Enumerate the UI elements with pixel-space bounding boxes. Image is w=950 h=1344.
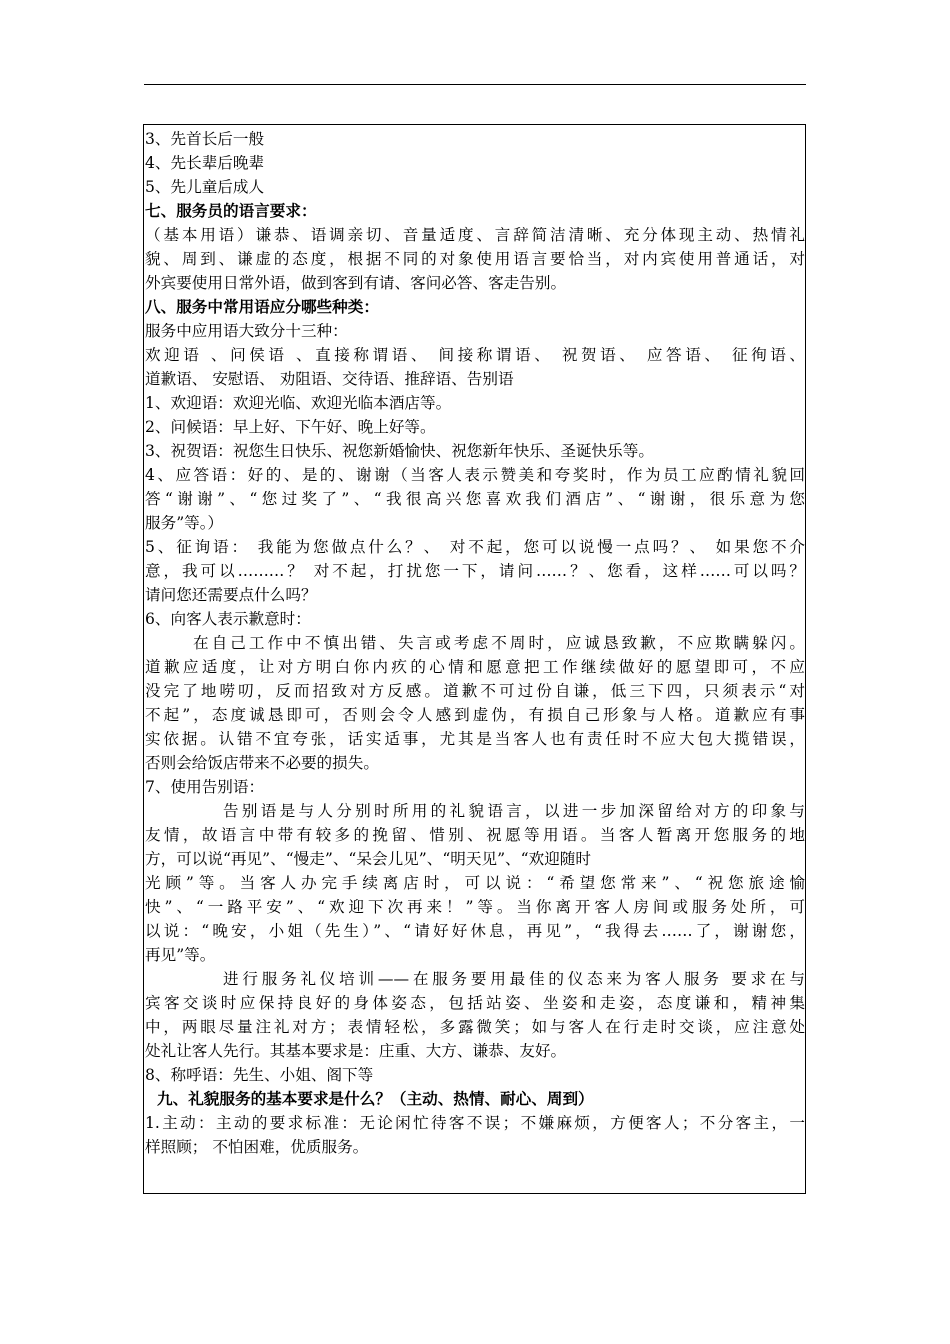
text-line: 样照顾； 不怕困难，优质服务。 xyxy=(145,1138,369,1156)
text-line: 不起”，态度诚恳即可，否则会令人感到虚伪，有损自己形象与人格。道歉应有事 xyxy=(145,706,805,724)
text-line: 1、欢迎语：欢迎光临、欢迎光临本酒店等。 xyxy=(145,394,452,412)
text-line: 以说：“晚安，小姐（先生）”、“请好好休息，再见”，“我得去……了，谢谢您， xyxy=(145,922,805,940)
text-line: 道歉语、 安慰语、 劝阻语、交待语、推辞语、告别语 xyxy=(145,370,514,388)
section-heading: 七、服务员的语言要求： xyxy=(145,201,317,220)
text-line: 处礼让客人先行。其基本要求是：庄重、大方、谦恭、友好。 xyxy=(145,1042,567,1060)
text-line: 中，两眼尽量注礼对方；表情轻松，多露微笑；如与客人在行走时交谈，应注意处 xyxy=(145,1018,805,1036)
text-line: 服务中应用语大致分十三种： xyxy=(145,322,348,340)
header-rule xyxy=(144,84,806,85)
section-heading: 九、礼貌服务的基本要求是什么？（主动、热情、耐心、周到） xyxy=(157,1089,594,1108)
text-line: 进行服务礼仪培训——在服务要用最佳的仪态来为客人服务 要求在与 xyxy=(223,970,805,988)
text-line: 意，我可以………？ 对不起，打扰您一下，请问……？、您看，这样……可以吗？ xyxy=(145,562,805,580)
text-line: 否则会给饭店带来不必要的损失。 xyxy=(145,754,379,772)
text-line: 友情，故语言中带有较多的挽留、惜别、祝愿等用语。当客人暂离开您服务的地 xyxy=(145,826,805,844)
text-line: 告别语是与人分别时所用的礼貌语言，以进一步加深留给对方的印象与 xyxy=(223,802,805,820)
text-line: （基本用语）谦恭、语调亲切、音量适度、言辞简洁清晰、充分体现主动、热情礼 xyxy=(145,226,805,244)
text-line: 欢迎语 、问侯语 、直接称谓语、 间接称谓语、 祝贺语、 应答语、 征徇语、 xyxy=(145,346,805,364)
text-line: 光顾”等。当客人办完手续离店时，可以说：“希望您常来”、“祝您旅途愉 xyxy=(145,874,805,892)
text-line: 再见”等。 xyxy=(145,946,216,964)
text-line: 服务”等。） xyxy=(145,514,224,532)
text-line: 1.主动：主动的要求标准：无论闲忙待客不误；不嫌麻烦，方便客人；不分客主，一 xyxy=(145,1114,805,1132)
text-line: 答“谢谢”、“您过奖了”、“我很高兴您喜欢我们酒店”、“谢谢，很乐意为您 xyxy=(145,490,805,508)
text-line: 快”、“一路平安”、“欢迎下次再来！”等。当你离开客人房间或服务处所，可 xyxy=(145,898,805,916)
document-body xyxy=(145,127,805,1159)
text-line: 8、称呼语：先生、小姐、阁下等 xyxy=(145,1066,374,1084)
text-line: 在自己工作中不慎出错、失言或考虑不周时，应诚恳致歉，不应欺瞒躲闪。 xyxy=(193,634,805,652)
text-line: 4、应答语：好的、是的、谢谢（当客人表示赞美和夸奖时，作为员工应酌情礼貌回 xyxy=(145,466,805,484)
text-line: 2、问候语：早上好、下午好、晚上好等。 xyxy=(145,418,436,436)
text-line: 5、征询语： 我能为您做点什么？、 对不起，您可以说慢一点吗？、 如果您不介 xyxy=(145,538,805,556)
text-line: 外宾要使用日常外语，做到客到有请、客问必答、客走告别。 xyxy=(145,274,567,292)
text-line: 5、先儿童后成人 xyxy=(145,178,265,196)
text-line: 4、先长辈后晚辈 xyxy=(145,154,265,172)
text-line: 方，可以说“再见”、“慢走”、“呆会儿见”、“明天见”、“欢迎随时 xyxy=(145,850,591,868)
text-line: 6、向客人表示歉意时： xyxy=(145,610,311,628)
text-line: 貌、周到、谦虚的态度，根据不同的对象使用语言要恰当，对内宾使用普通话，对 xyxy=(145,250,805,268)
text-line: 道歉应适度，让对方明白你内疚的心情和愿意把工作继续做好的愿望即可，不应 xyxy=(145,658,805,676)
text-line: 实依据。认错不宜夸张，话实适事，尤其是当客人也有责任时不应大包大揽错误， xyxy=(145,730,805,748)
text-line: 3、先首长后一般 xyxy=(145,130,265,148)
text-line: 宾客交谈时应保持良好的身体姿态，包括站姿、坐姿和走姿，态度谦和，精神集 xyxy=(145,994,805,1012)
text-line: 7、使用告别语： xyxy=(145,778,265,796)
text-line: 3、祝贺语：祝您生日快乐、祝您新婚愉快、祝您新年快乐、圣诞快乐等。 xyxy=(145,442,654,460)
section-heading: 八、服务中常用语应分哪些种类： xyxy=(145,297,379,316)
text-line: 请问您还需要点什么吗？ xyxy=(145,586,317,604)
text-line: 没完了地唠叨，反而招致对方反感。道歉不可过份自谦，低三下四，只须表示“对 xyxy=(145,682,805,700)
